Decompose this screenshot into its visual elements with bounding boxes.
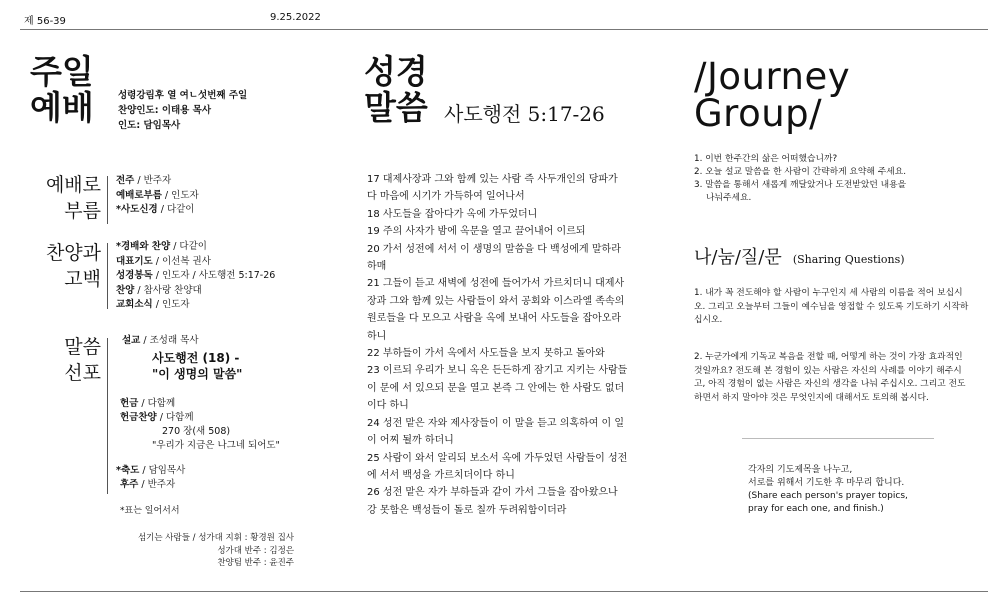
list-item: 3. 말씀을 통해서 새롭게 깨달았거나 도전받았던 내용을 [694,180,907,190]
postlude-line: 후주 / 반주자 [120,479,176,490]
verse: 19 주의 사자가 밤에 옥문을 열고 끌어내어 이르되 [367,226,586,238]
section-praise-heading [26,240,101,292]
list-item: 찬양 / 참사랑 찬양대 [116,284,202,296]
journey-title [694,55,851,135]
list-item: *경배와 찬양 / 다같이 [116,241,207,252]
list-item: 1. 이번 한주간의 삶은 어떠했습니까? [694,154,838,164]
scripture-reference: 사도행전 5:17-26 [444,102,605,126]
verse: 23 이르되 우리가 보니 옥은 든든하게 잠기고 지키는 사람들이 문에 서 있으되 문을 열고 본즉 그 안에는 한 사람도 없더이다 하니 [367,365,628,412]
section-praise-bar [107,243,108,309]
sharing-heading [694,243,905,269]
worship-title-line1: 주일 [30,52,94,91]
list-item: 2. 오늘 설교 말씀을 한 사람이 간략하게 요약해 주세요. [694,167,907,177]
hymn-number: 270 장(새 508) [162,426,231,437]
offering-line: 헌금 / 다함께 [120,398,176,409]
section-word-head2: 선포 [64,362,101,384]
sermon-title-text: "이 생명의 말씀" [152,367,243,381]
worship-title-line2: 예배 [30,88,94,127]
journey-title-line1: /Journey [694,55,851,98]
servers-line-3: 찬양팀 반주 : 윤진주 [217,558,294,568]
sermon-line: 설교 / 조성래 목사 [122,335,199,346]
issue-number: 제 56-39 [24,16,66,27]
worship-info [118,88,247,133]
verse: 20 가서 성전에 서서 이 생명의 말씀을 다 백성에게 말하라 하매 [367,243,621,273]
section-word-bar [107,338,108,494]
verse: 26 성전 맡은 자가 부하들과 같이 가서 그들을 잡아왔으나 강 못함은 백성들이 돌로 칠까 두려워함이더라 [367,487,618,516]
section-call-head2: 부름 [64,200,101,222]
closing-divider [742,438,934,439]
worship-praise-leader: 찬양인도: 이태용 목사 [118,105,212,116]
closing-line-2: 서로를 위해서 기도한 후 마무리 합니다. [748,478,905,488]
journey-title-line2: Group/ [694,92,823,135]
list-item: 전주 / 반주자 [116,175,172,186]
verse: 22 부하들이 가서 옥에서 사도들을 보지 못하고 돌아와 [367,348,605,360]
list-item: *사도신경 / 다같이 [116,204,195,215]
top-rule [20,29,988,30]
verse: 25 사람이 와서 알리되 보소서 옥에 가두었던 사람들이 성전에 서서 백성을 가르치더이다 하니 [367,452,628,481]
section-word-heading [26,334,101,386]
sharing-question-2: 2. 누군가에게 기독교 복음을 전할 때, 어떻게 하는 것이 가장 효과적인 것일까요? 전도해 본 경험이 있는 사람은 자신의 사례를 이야기 해주시고, 아직 경험이 없는 사람은 자신의 생각을 나눠 주십시오. 그리고 전도하면서 하지 말아야 것은 무엇인지에 대해서도 토의해 봅시다. [694,352,966,403]
section-praise-items [116,240,275,313]
list-item: 교회소식 / 인도자 [116,299,190,310]
list-item: 대표기도 / 이선복 권사 [116,255,211,267]
scripture-title-line2: 말씀 [364,88,428,127]
section-call-head1: 예배로 [45,174,101,196]
section-call-items [116,174,199,218]
blessing-line: *축도 / 담임목사 [116,465,186,476]
closing-note [748,464,908,516]
list-item: 예배로부름 / 인도자 [116,189,199,201]
offering-song-line: 헌금찬양 / 다함께 [120,412,194,423]
bottom-rule [20,591,988,592]
closing-line-1: 각자의 기도제목을 나누고, [748,465,853,475]
sermon-ref: 사도행전 (18) - [152,351,240,365]
verse: 21 그들이 듣고 새벽에 성전에 들어가서 가르치더니 대제사장과 그와 함께 있는 사람들이 와서 공회와 이스라엘 족속의 원로들을 다 모으고 사람을 옥에 보내어 사도들을 잡아오라 하니 [367,278,625,342]
standing-note: *표는 일어서서 [120,506,180,516]
section-call-heading [26,172,101,224]
section-praise-head1: 찬양과 [45,242,101,264]
servers-credits [116,532,294,570]
verse: 17 대제사장과 그와 함께 있는 사람 즉 사두개인의 당파가 다 마음에 시기가 가득하여 일어나서 [367,174,618,203]
closing-line-4: pray for each one, and finish.) [748,504,884,514]
section-call-bar [107,176,108,224]
scripture-verses [367,171,629,519]
worship-leader: 인도: 담임목사 [118,120,181,131]
verse: 24 성전 맡은 자와 제사장들이 이 말을 듣고 의혹하여 이 일이 어찌 될까 하더니 [367,417,625,447]
list-item: 성경봉독 / 인도자 / 사도행전 5:17-26 [116,270,276,281]
closing-line-3: (Share each person's prayer topics, [748,491,908,501]
hymn-title: "우리가 지금은 나그네 되어도" [152,440,280,451]
sermon-title [152,350,242,382]
worship-title [30,54,94,126]
list-item: 나눠주세요. [706,193,752,203]
scripture-title-line1: 성경 [364,52,428,91]
section-word-head1: 말씀 [64,336,101,358]
servers-line-2: 성가대 반주 : 김정은 [217,545,294,556]
journey-questions [694,153,974,205]
issue-date: 9.25.2022 [270,12,321,23]
verse: 18 사도들을 잡아다가 옥에 가두었더니 [367,208,538,220]
worship-occasion: 성령강림후 열 여ㄴ섯번째 주일 [118,90,248,101]
scripture-title [364,54,428,126]
servers-line-1: 섬기는 사람들 / 성가대 지휘 : 황경원 집사 [137,533,294,543]
sharing-subtitle: (Sharing Questions) [792,253,905,266]
sharing-question-1: 1. 내가 꼭 전도해야 할 사람이 누구인지 세 사람의 이름을 적어 보십시오. 그리고 오늘부터 그들이 예수님을 영접할 수 있도록 기도하기 시작하십시오. [694,288,969,325]
section-praise-head2: 고백 [64,268,101,290]
sharing-title: 나/눔/질/문 [694,247,782,268]
